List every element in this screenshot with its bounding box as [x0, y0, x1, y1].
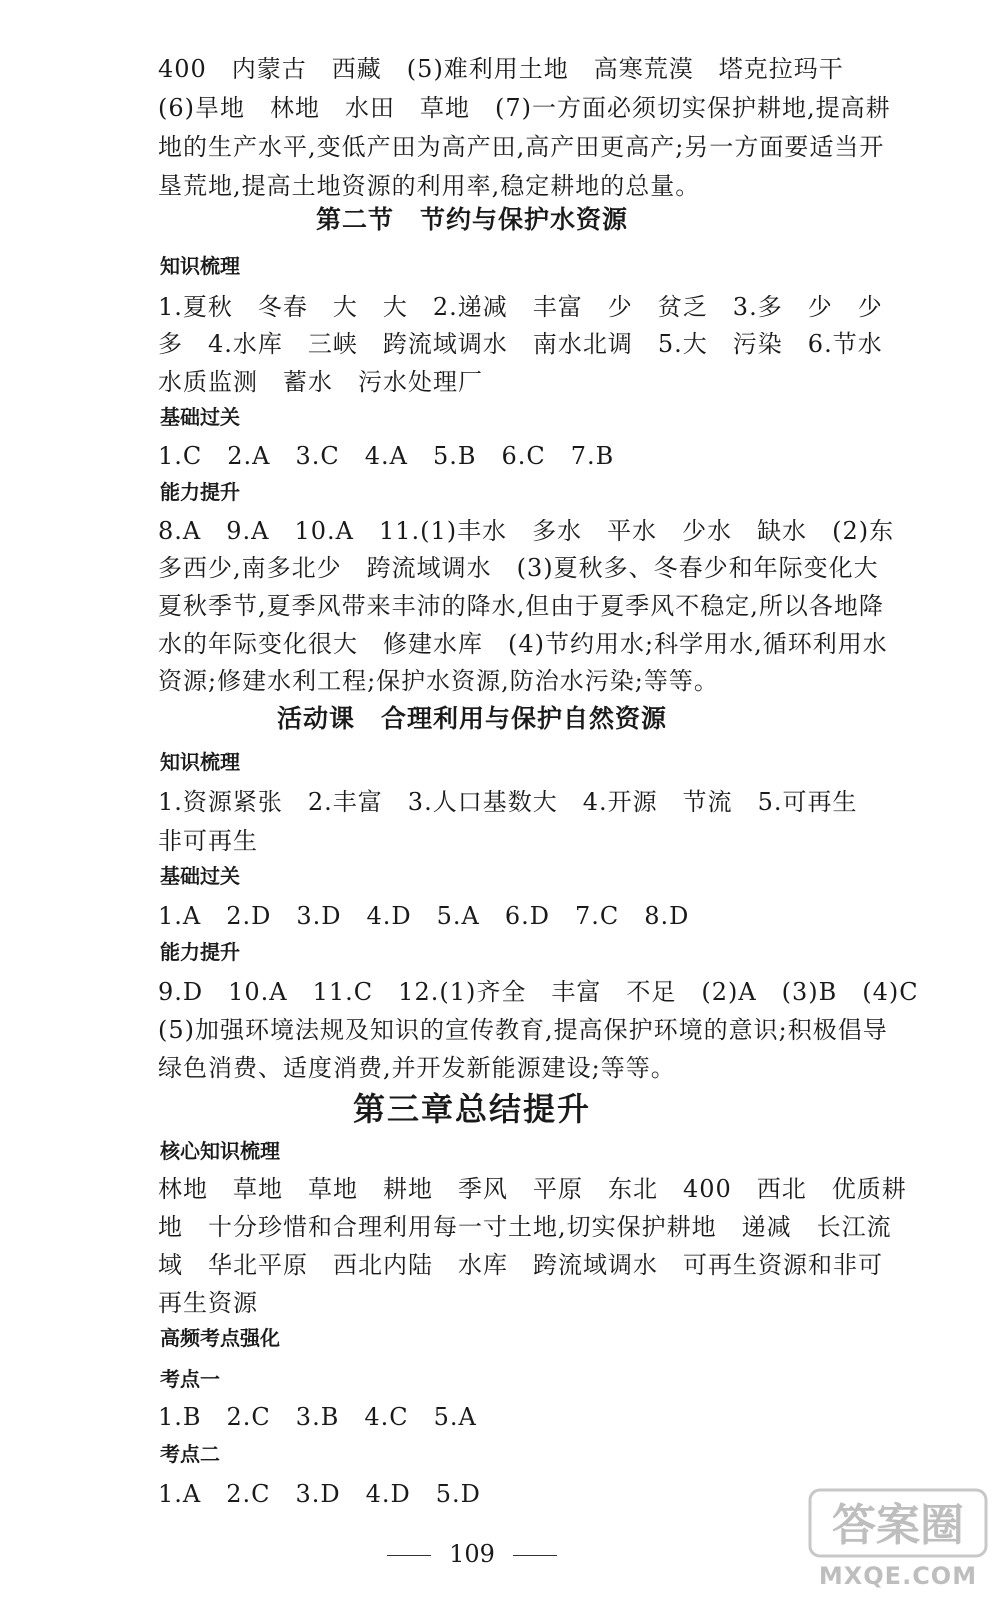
knowledge-2-line-1: 1.资源紧张 2.丰富 3.人口基数大 4.开源 节流 5.可再生: [158, 788, 858, 816]
heading-basic-2: 基础过关: [160, 864, 240, 888]
page-number: [0, 1538, 944, 1570]
continuation-line-3: 地的生产水平,变低产田为高产田,高产田更高产;另一方面要适当开: [158, 133, 885, 161]
heading-ability-2: 能力提升: [160, 940, 240, 964]
chapter-summary-title: 第三章总结提升: [352, 1090, 591, 1128]
section-title-activity: 活动课 合理利用与保护自然资源: [276, 704, 667, 733]
ability-1-line-5: 资源;修建水利工程;保护水资源,防治水污染;等等。: [158, 667, 719, 695]
basic-1-answers: 1.C 2.A 3.C 4.A 5.B 6.C 7.B: [158, 442, 615, 470]
ability-1-line-3: 夏秋季节,夏季风带来丰沛的降水,但由于夏季风不稳定,所以各地降: [158, 592, 884, 620]
point-1-answers: 1.B 2.C 3.B 4.C 5.A: [158, 1403, 477, 1431]
heading-high-frequency: 高频考点强化: [160, 1326, 280, 1350]
heading-ability-1: 能力提升: [160, 480, 240, 504]
ability-1-line-4: 水的年际变化很大 修建水库 (4)节约用水;科学用水,循环利用水: [158, 630, 888, 658]
continuation-line-1: 400 内蒙古 西藏 (5)难利用土地 高寒荒漠 塔克拉玛干: [158, 55, 844, 83]
core-line-4: 再生资源: [158, 1289, 258, 1317]
page-number-dash-left: [387, 1555, 431, 1556]
continuation-line-2: (6)旱地 林地 水田 草地 (7)一方面必须切实保护耕地,提高耕: [158, 94, 891, 122]
page-number-text: 109: [449, 1540, 495, 1568]
heading-core-knowledge: 核心知识梳理: [160, 1139, 280, 1163]
ability-1-line-2: 多西少,南多北少 跨流域调水 (3)夏秋多、冬春少和年际变化大: [158, 554, 879, 582]
heading-basic-1: 基础过关: [160, 405, 240, 429]
knowledge-1-line-3: 水质监测 蓄水 污水处理厂: [158, 368, 483, 396]
heading-knowledge-1: 知识梳理: [160, 254, 240, 278]
core-line-3: 域 华北平原 西北内陆 水库 跨流域调水 可再生资源和非可: [158, 1251, 883, 1279]
knowledge-1-line-1: 1.夏秋 冬春 大 大 2.递减 丰富 少 贫乏 3.多 少 少: [158, 293, 883, 321]
point-2-answers: 1.A 2.C 3.D 4.D 5.D: [158, 1480, 481, 1508]
svg-text:答案圈: 答案圈: [832, 1500, 964, 1551]
watermark-logo: [808, 1488, 988, 1592]
knowledge-2-line-2: 非可再生: [158, 827, 258, 855]
ability-2-line-3: 绿色消费、适度消费,并开发新能源建设;等等。: [158, 1054, 676, 1082]
ability-2-line-2: (5)加强环境法规及知识的宣传教育,提高保护环境的意识;积极倡导: [158, 1016, 888, 1044]
ability-1-line-1: 8.A 9.A 10.A 11.(1)丰水 多水 平水 少水 缺水 (2)东: [158, 517, 895, 545]
basic-2-answers: 1.A 2.D 3.D 4.D 5.A 6.D 7.C 8.D: [158, 902, 690, 930]
heading-point-2: 考点二: [160, 1442, 220, 1466]
knowledge-1-line-2: 多 4.水库 三峡 跨流域调水 南水北调 5.大 污染 6.节水: [158, 330, 883, 358]
heading-point-1: 考点一: [160, 1367, 220, 1391]
core-line-2: 地 十分珍惜和合理利用每一寸土地,切实保护耕地 递减 长江流: [158, 1213, 892, 1241]
svg-text:MXQE.COM: MXQE.COM: [818, 1562, 978, 1590]
continuation-line-4: 垦荒地,提高土地资源的利用率,稳定耕地的总量。: [158, 172, 701, 200]
heading-knowledge-2: 知识梳理: [160, 750, 240, 774]
page-number-dash-right: [513, 1555, 557, 1556]
section-title-water: 第二节 节约与保护水资源: [315, 205, 628, 234]
core-line-1: 林地 草地 草地 耕地 季风 平原 东北 400 西北 优质耕: [158, 1175, 907, 1203]
ability-2-line-1: 9.D 10.A 11.C 12.(1)齐全 丰富 不足 (2)A (3)B (4)C: [158, 978, 919, 1006]
